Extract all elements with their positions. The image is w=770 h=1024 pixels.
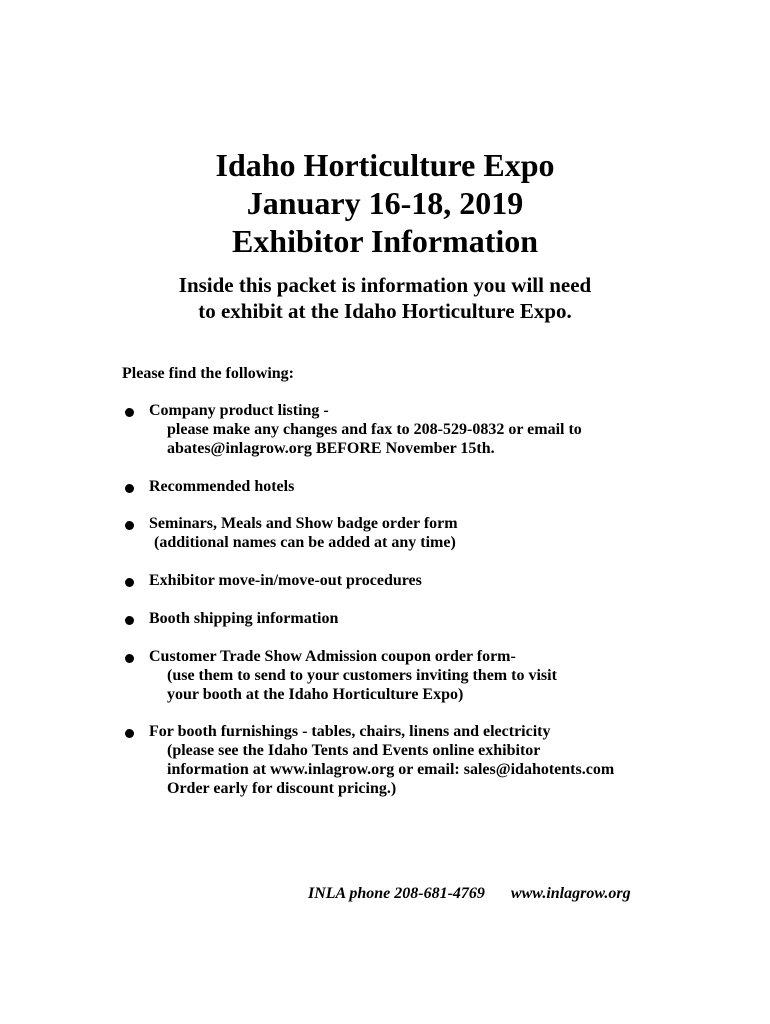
bullet-icon: [125, 408, 134, 417]
list-item-title: Customer Trade Show Admission coupon order form-: [149, 648, 516, 665]
bullet-icon: [125, 729, 134, 738]
list-item-title: Seminars, Meals and Show badge order form: [149, 515, 458, 532]
list-item-detail: please make any changes and fax to 208-529-0832 or email to: [167, 421, 582, 438]
list-item-title: Booth shipping information: [149, 610, 339, 627]
bullet-icon: [125, 484, 134, 493]
list-item-detail: your booth at the Idaho Horticulture Expo): [167, 686, 464, 703]
list-item-title: For booth furnishings - tables, chairs, linens and electricity: [149, 723, 551, 740]
footer-contact: [308, 884, 631, 904]
list-item-detail: (please see the Idaho Tents and Events online exhibitor: [167, 742, 541, 759]
title-line-2: January 16-18, 2019: [246, 185, 524, 221]
footer-phone: INLA phone 208-681-4769: [308, 885, 485, 902]
list-item-detail: abates@inlagrow.org BEFORE November 15th.: [167, 440, 495, 457]
title-block: [0, 146, 770, 260]
bullet-icon: [125, 521, 134, 530]
bullet-icon: [125, 616, 134, 625]
subtitle-line-2: to exhibit at the Idaho Horticulture Expo.: [198, 299, 572, 323]
list-item-detail: (additional names can be added at any time): [154, 534, 456, 551]
list-item-detail: (use them to send to your customers inviting them to visit: [167, 667, 557, 684]
list-item-detail: information at www.inlagrow.org or email: sales@idahotents.com: [167, 761, 615, 778]
bullet-icon: [125, 654, 134, 663]
subtitle-block: [0, 272, 770, 324]
title-line-1: Idaho Horticulture Expo: [215, 147, 555, 183]
intro-text: Please find the following:: [122, 365, 294, 382]
list-item-title: Exhibitor move-in/move-out procedures: [149, 572, 422, 589]
list-item-title: Recommended hotels: [149, 478, 295, 495]
list-item-detail: Order early for discount pricing.): [167, 780, 397, 797]
title-line-3: Exhibitor Information: [231, 223, 539, 259]
subtitle-line-1: Inside this packet is information you will need: [178, 273, 592, 297]
list-item-title: Company product listing -: [149, 402, 329, 419]
footer-website: www.inlagrow.org: [510, 885, 631, 902]
bullet-icon: [125, 578, 134, 587]
